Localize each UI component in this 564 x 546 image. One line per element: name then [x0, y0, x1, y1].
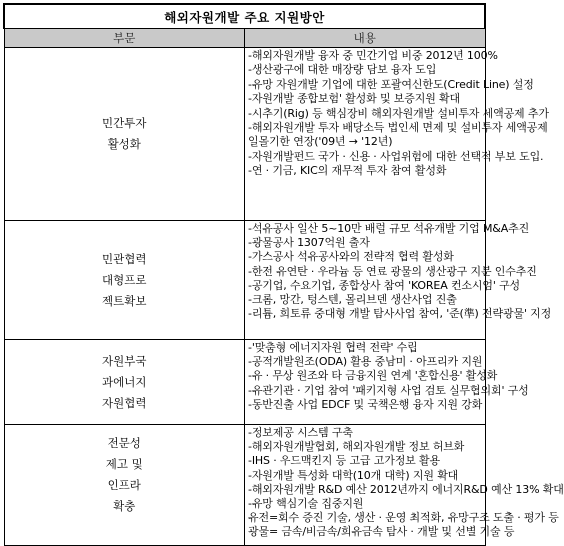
category-line: 대형프로	[102, 272, 147, 287]
section-items	[245, 425, 564, 546]
category-line: 민간투자	[102, 116, 147, 130]
section-category	[4, 48, 245, 221]
list-item: -자원개발펀드 국가 · 신용 · 사업위험에 대한 선택적 부보 도입.	[248, 149, 544, 163]
category-line: 민관협력	[102, 251, 147, 266]
header-category: 부문	[4, 29, 245, 48]
category-line: 젝트확보	[102, 293, 147, 308]
list-item: -IHS · 우드맥킨지 등 고급 고가정보 활용	[248, 454, 440, 468]
section-row-public-private	[4, 221, 485, 340]
list-item: -자원개발 특성화 대학(10개 대학) 지원 확대	[248, 468, 459, 482]
section-category	[4, 340, 245, 425]
list-item: -유망 자원개발 기업에 대한 포괄여신한도(Credit Line) 설정	[248, 77, 534, 91]
list-item: 광물= 금속/비금속/희유금속 탐사 · 개발 및 선별 기술 등	[248, 525, 515, 539]
category-line: 확충	[113, 499, 136, 513]
list-item: 유전=회수 증진 기술, 생산 · 운영 최적화, 유망구조 도출 · 평가 등	[248, 511, 559, 525]
category-line: 전문성	[107, 436, 141, 450]
list-item: -유 · 무상 원조와 타 금융지원 연계 '혼합신용' 활성화	[248, 369, 498, 383]
section-row-private-investment	[4, 48, 485, 221]
list-item: -석유공사 일산 5~10만 배럴 규모 석유개발 기업 M&A추진	[248, 222, 530, 235]
header-content: 내용	[245, 29, 486, 48]
category-line: 자원협력	[102, 395, 147, 410]
category-line: 과에너지	[102, 374, 147, 389]
list-item: -'맞춤형 에너지자원 협력 전략' 수립	[248, 341, 418, 354]
table-header-row	[4, 29, 485, 48]
section-items	[245, 48, 549, 221]
section-items	[245, 340, 529, 425]
category-line: 제고 및	[105, 457, 143, 471]
table-title: 해외자원개발 주요 지원방안	[4, 4, 485, 29]
list-item: -연 · 기금, KIC의 재무적 투자 참여 활성화	[248, 164, 447, 178]
section-category	[4, 425, 245, 546]
list-item: -해외자원개발협회, 해외자원개발 정보 허브화	[248, 440, 465, 454]
category-line: 자원부국	[102, 353, 147, 368]
list-item: -자원개발 종합보험' 활성화 및 보증지원 확대	[248, 92, 460, 106]
list-item: -광물공사 1307억원 출자	[248, 236, 370, 250]
section-row-expertise-infra	[4, 425, 485, 546]
list-item: -시추기(Rig) 등 핵심장비 해외자원개발 설비투자 세액공제 추가	[248, 106, 549, 120]
list-item: -해외자원개발 투자 배당소득 법인세 면제 및 설비투자 세액공제	[248, 121, 548, 135]
list-item: -유관기관 · 기업 참여 '패키지형 사업 검토 실무협의회' 구성	[248, 383, 529, 397]
section-row-resource-cooperation	[4, 340, 485, 425]
section-items	[245, 221, 552, 340]
list-item: -크롬, 망간, 텅스텐, 몰리브덴 생산사업 진출	[248, 293, 457, 307]
list-item: 일몰기한 연장('09년 → '12년)	[248, 135, 393, 149]
list-item: -가스공사 석유공사와의 전략적 협력 활성화	[248, 250, 454, 264]
list-item: -생산광구에 대한 매장량 담보 융자 도입	[248, 63, 437, 77]
list-item: -리튬, 희토류 중대형 개발 탐사사업 참여, '준(準) 전략광물' 지정	[248, 307, 552, 321]
list-item: -해외자원개발 R&D 예산 2012년까지 에너지R&D 예산 13% 확대	[248, 482, 564, 496]
document-table-wrapper	[3, 3, 564, 546]
list-item: -공기업, 수요기업, 종합상사 참여 'KOREA 컨소시엄' 구성	[248, 278, 521, 292]
category-line: 인프라	[107, 478, 141, 492]
category-line: 활성화	[107, 137, 141, 151]
support-measures-table	[3, 3, 564, 546]
list-item: -한전 유연탄 · 우라늄 등 연료 광물의 생산광구 지분 인수추진	[248, 264, 537, 278]
list-item: -유망 핵심기술 집중지원	[248, 497, 364, 511]
list-item: -공적개발원조(ODA) 활용 중남미 · 아프리카 지원	[248, 355, 483, 369]
list-item: -해외자원개발 융자 중 민간기업 비중 2012년 100%	[248, 49, 498, 62]
section-category	[4, 221, 245, 340]
list-item: -동반진출 사업 EDCF 및 국책은행 융자 지원 강화	[248, 397, 483, 411]
list-item: -정보제공 시스템 구축	[248, 426, 353, 439]
